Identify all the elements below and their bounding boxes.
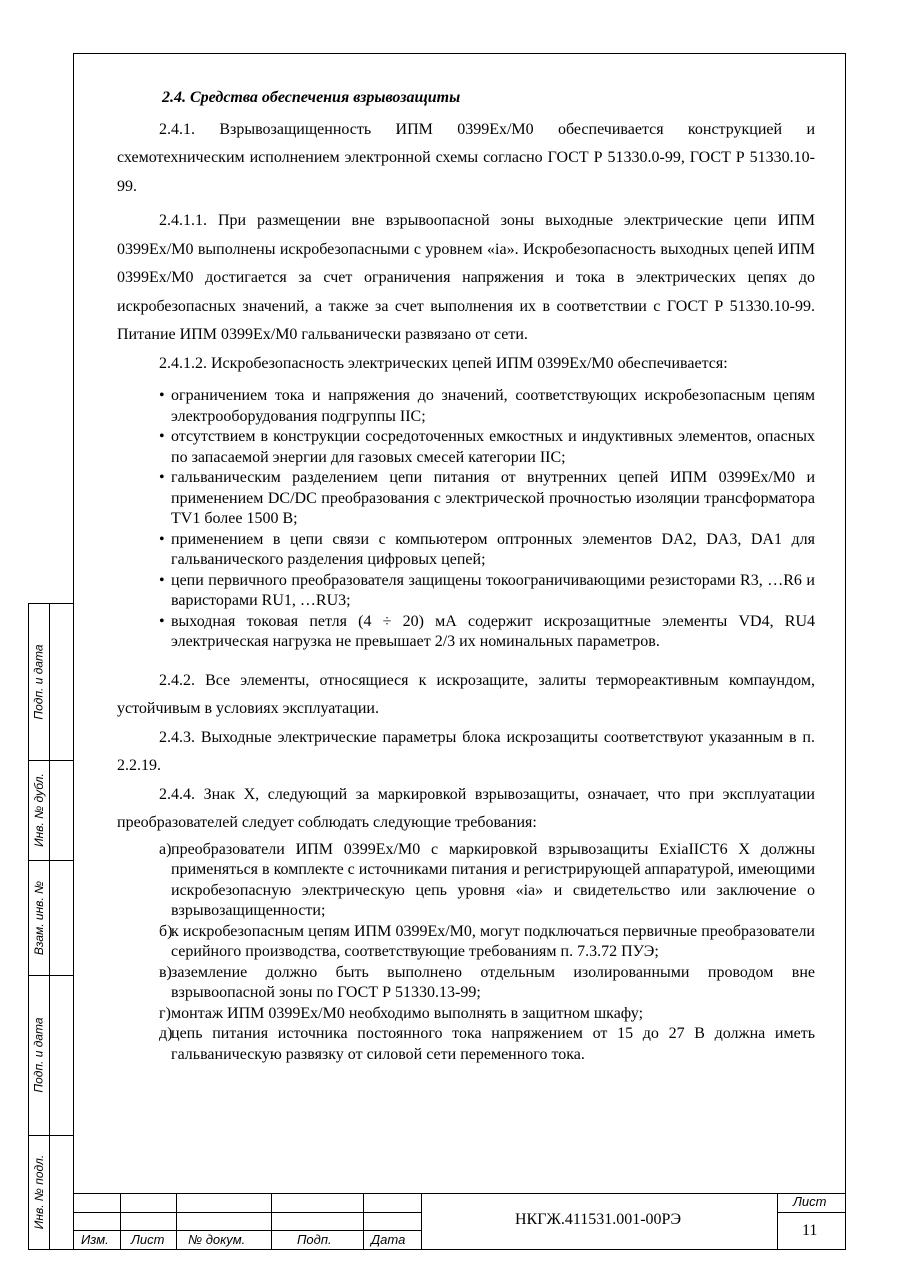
bullet-icon: •: [159, 571, 165, 589]
side-label-vzam-inv: Взам. инв. №: [32, 880, 47, 955]
list-item: • гальваническим разделением цепи питания от внутренних цепей ИПМ 0399Ex/M0 и применением DC/DC преобразования с электрической прочностью изоляции трансформатора TV1 более 1500 В;: [159, 469, 815, 527]
bullet-icon: •: [159, 469, 165, 486]
bullet-list: [117, 386, 815, 653]
document-code: НКГЖ.411531.001-00РЭ: [515, 1211, 682, 1228]
col-izm-label: Изм.: [81, 1232, 109, 1247]
bullet-icon: •: [159, 612, 165, 630]
list-item: • отсутствием в конструкции сосредоточенных емкостных и индуктивных элементов, опасных по запасаемой энергии для газовых смесей категории IIC;: [159, 428, 815, 466]
col-list-label: Лист: [131, 1232, 165, 1247]
col-podp-label: Подп.: [297, 1232, 332, 1247]
side-label-inv-podl: Инв. № подл.: [32, 1154, 46, 1230]
col-doc-label: № докум.: [188, 1232, 246, 1247]
paragraph-2-4-1-2: 2.4.1.2. Искробезопасность электрических цепей ИПМ 0399Ex/M0 обеспечивается:: [159, 354, 728, 372]
col-data-label: Дата: [371, 1232, 406, 1247]
list-item: • ограничением тока и напряжения до значений, соответствующих искробезопасным цепям электрооборудования подгруппы IIC;: [159, 387, 815, 425]
list-item: б) к искробезопасным цепям ИПМ 0399Ex/M0, могут подключаться первичные преобразователи серийного производства, соответствующие требованиям п. 7.3.72 ПУЭ;: [159, 922, 815, 960]
list-item: • цепи первичного преобразователя защищены токоограничивающими резисторами R3, …R6 и варисторами RU1, …RU3;: [159, 571, 815, 609]
paragraph-2-4-1-1: 2.4.1.1. При размещении вне взрывоопасной зоны выходные электрические цепи ИПМ 0399Ex/M0 выполнены искробезопасными с уровнем «ia». Искробезопасность выходных цепей ИПМ 0399Ex/M0 достигается за счет ограничения напряжения и тока в электрических цепях до искробезопасных значений, а также за счет выполнения их в соответствии с ГОСТ Р 51330.10-99. Питание ИПМ 0399Ex/M0 гальванически развязано от сети.: [117, 212, 815, 343]
document-body: [117, 84, 815, 1065]
requirements-list: [117, 840, 815, 1066]
list-item: • выходная токовая петля (4 ÷ 20) мА содержит искрозащитные элементы VD4, RU4 электрическая нагрузка не превышает 2/3 их номинальных параметров.: [159, 612, 815, 650]
list-item: д) цепь питания источника постоянного тока напряжением от 15 до 27 В должна иметь гальваническую развязку от силовой сети переменного тока.: [159, 1025, 815, 1063]
side-label-podp-data-1: Подп. и дата: [32, 644, 46, 720]
paragraph-2-4-3: 2.4.3. Выходные электрические параметры блока искрозащиты соответствуют указанным в п. 2.2.19.: [117, 728, 815, 774]
sheet-label: Лист: [793, 1194, 827, 1209]
section-heading: 2.4. Средства обеспечения взрывозащиты: [162, 89, 461, 106]
sheet-number: 11: [802, 1222, 818, 1239]
bullet-icon: •: [159, 428, 165, 445]
paragraph-2-4-4: 2.4.4. Знак Х, следующий за маркировкой взрывозащиты, означает, что при эксплуатации преобразователей следует соблюдать следующие требования:: [117, 785, 815, 831]
bullet-icon: •: [159, 530, 165, 548]
side-label-podp-data-2: Подп. и дата: [32, 1017, 46, 1093]
title-block: [73, 1193, 846, 1250]
list-item: г) монтаж ИПМ 0399Ex/M0 необходимо выполнять в защитном шкафу;: [159, 1004, 644, 1022]
bullet-icon: •: [159, 387, 165, 404]
paragraph-2-4-2: 2.4.2. Все элементы, относящиеся к искрозащите, залиты термореактивным компаундом, устойчивым в условиях эксплуатации.: [117, 671, 815, 717]
side-stamp: [28, 603, 73, 1250]
list-item: а) преобразователи ИПМ 0399Ex/M0 с маркировкой взрывозащиты ExiaIICT6 X должны применяться в комплекте с источниками питания и регистрирующей аппаратурой, имеющими искробезопасную электрическую цепь уровня «ia» и свидетельство или заключение о взрывозащищенности;: [159, 840, 816, 919]
list-item: • применением в цепи связи с компьютером оптронных элементов DA2, DA3, DA1 для гальванического разделения цифровых цепей;: [159, 530, 815, 568]
paragraph-2-4-1: 2.4.1. Взрывозащищенность ИПМ 0399Ex/M0 обеспечивается конструкцией и схемотехническим исполнением электронной схемы согласно ГОСТ Р 51330.0-99, ГОСТ Р 51330.10-99.: [117, 120, 815, 195]
side-label-inv-dubl: Инв. № дубл.: [32, 773, 46, 847]
list-item: в) заземление должно быть выполнено отдельным изолированными проводом вне взрывоопасной зоны по ГОСТ Р 51330.13-99;: [159, 963, 815, 1001]
